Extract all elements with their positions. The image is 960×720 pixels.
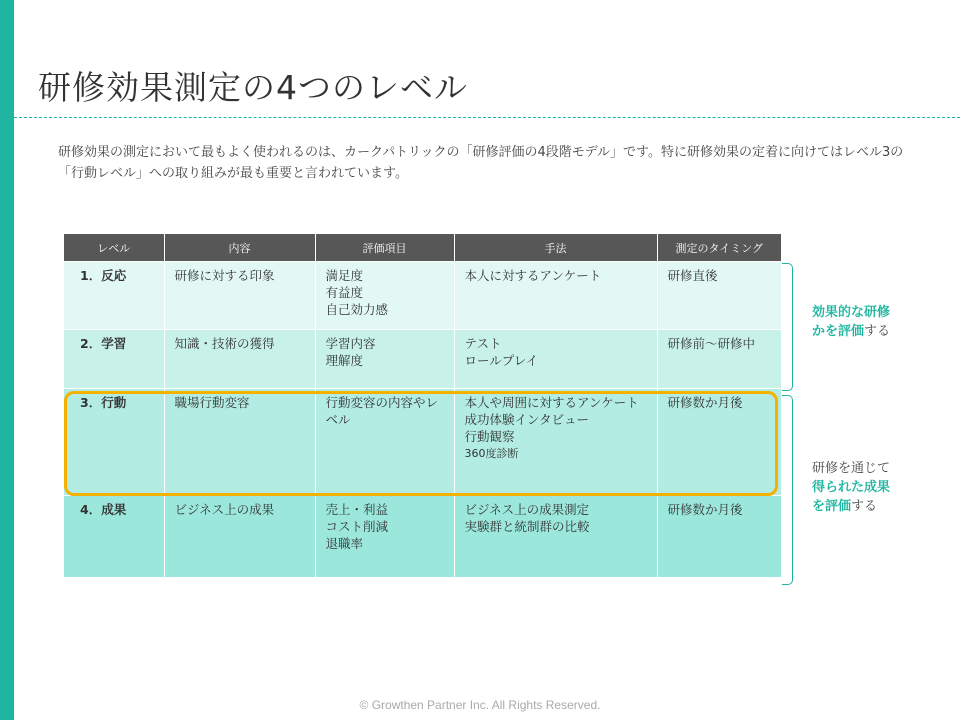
- item-text: 理解度: [325, 353, 364, 368]
- items-cell: [315, 262, 454, 330]
- content-cell: 知識・技術の獲得: [164, 330, 315, 389]
- note-text: する: [851, 499, 878, 514]
- levels-table: [64, 234, 781, 577]
- level-cell: 1．反応: [64, 262, 164, 330]
- title-divider: [14, 117, 960, 118]
- item-text: 満足度: [325, 268, 364, 283]
- header-timing: 測定のタイミング: [657, 234, 781, 262]
- method-text: 行動観察: [464, 429, 515, 444]
- items-cell: [315, 389, 454, 496]
- content-cell: ビジネス上の成果: [164, 496, 315, 578]
- table-header-row: [64, 234, 781, 262]
- page-title: 研修効果測定の4つのレベル: [38, 68, 468, 107]
- item-text: 行動変容の内容やレベル: [325, 395, 439, 427]
- table-row: [64, 389, 781, 496]
- side-note-results: [812, 459, 890, 516]
- methods-cell: [454, 496, 657, 578]
- intro-paragraph: 研修効果の測定において最もよく使われるのは、カークパトリックの「研修評価の4段階モデル」です。特に研修効果の定着に向けてはレベル3の「行動レベル」への取り組みが最も重要と言われています。: [58, 145, 904, 181]
- level-cell: 4．成果: [64, 496, 164, 578]
- content-cell: 職場行動変容: [164, 389, 315, 496]
- items-cell: [315, 330, 454, 389]
- method-text: 360度診断: [464, 447, 519, 460]
- note-text: 研修を通じて: [812, 461, 891, 476]
- note-bold-text: 効果的な研修: [812, 305, 891, 320]
- bracket-levels-1-2: [782, 263, 793, 391]
- header-content: 内容: [164, 234, 315, 262]
- bracket-levels-3-4: [782, 395, 793, 585]
- method-text: ロールプレイ: [464, 353, 539, 368]
- level-cell: 3．行動: [64, 389, 164, 496]
- header-level: レベル: [64, 234, 164, 262]
- items-cell: [315, 496, 454, 578]
- method-text: 成功体験インタビュー: [464, 412, 590, 427]
- timing-cell: 研修数か月後: [657, 389, 781, 496]
- item-text: 退職率: [325, 536, 364, 551]
- side-note-effective-training: [812, 303, 890, 341]
- table-row: [64, 262, 781, 330]
- note-bold-text: 得られた成果: [812, 480, 891, 495]
- item-text: 有益度: [325, 285, 364, 300]
- level-cell: 2．学習: [64, 330, 164, 389]
- methods-cell: [454, 389, 657, 496]
- timing-cell: 研修前〜研修中: [657, 330, 781, 389]
- content-cell: 研修に対する印象: [164, 262, 315, 330]
- method-text: 本人や周囲に対するアンケート: [464, 395, 639, 410]
- accent-side-bar: [0, 0, 14, 720]
- item-text: 学習内容: [325, 336, 376, 351]
- timing-cell: 研修直後: [657, 262, 781, 330]
- methods-cell: [454, 330, 657, 389]
- note-bold-text: を評価: [812, 499, 852, 514]
- method-text: 本人に対するアンケート: [464, 268, 602, 283]
- table-row: [64, 496, 781, 578]
- methods-cell: [454, 262, 657, 330]
- timing-cell: 研修数か月後: [657, 496, 781, 578]
- method-text: ビジネス上の成果測定: [464, 502, 590, 517]
- method-text: 実験群と統制群の比較: [464, 519, 590, 534]
- table-row: [64, 330, 781, 389]
- header-methods: 手法: [454, 234, 657, 262]
- item-text: 自己効力感: [325, 302, 389, 317]
- method-text: テスト: [464, 336, 502, 351]
- note-bold-text: かを評価: [812, 324, 865, 339]
- note-text: する: [864, 324, 891, 339]
- item-text: コスト削減: [325, 519, 389, 534]
- item-text: 売上・利益: [325, 502, 389, 517]
- copyright-footer: © Growthen Partner Inc. All Rights Reserved.: [359, 698, 601, 712]
- header-items: 評価項目: [315, 234, 454, 262]
